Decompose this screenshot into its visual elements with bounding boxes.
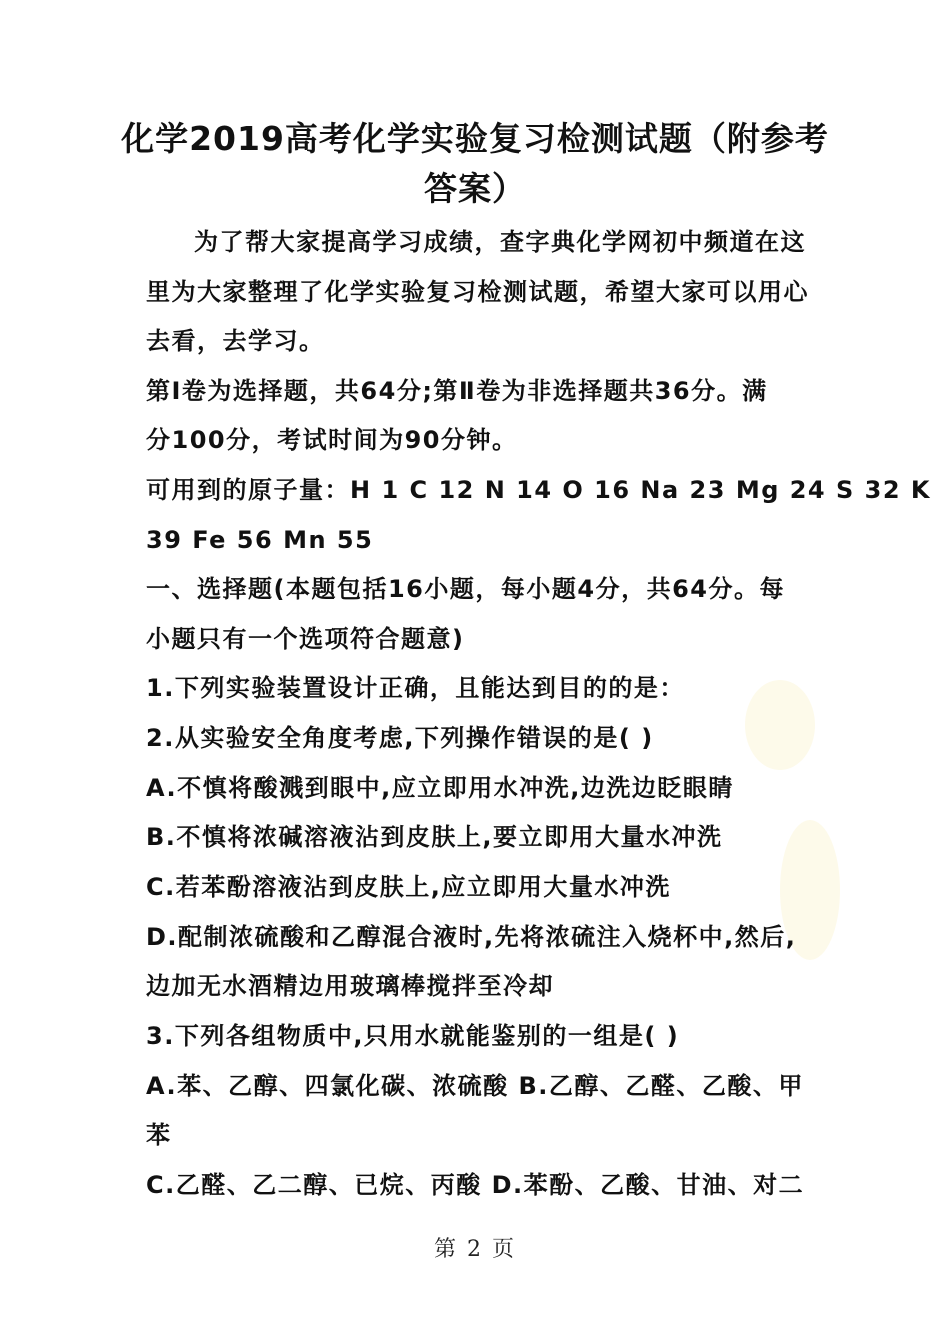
section-heading: 小题只有一个选项符合题意) [146, 625, 465, 653]
question-3-options-ab: A.苯、乙醇、四氯化碳、浓硫酸 B.乙醇、乙醛、乙酸、甲 [146, 1072, 804, 1100]
question-2-option-a: A.不慎将酸溅到眼中,应立即用水冲洗,边洗边眨眼睛 [146, 774, 734, 802]
question-3: 3.下列各组物质中,只用水就能鉴别的一组是( ) [146, 1022, 680, 1050]
document-title-line-1: 化学2019高考化学实验复习检测试题（附参考 [121, 119, 829, 158]
paper-stain [745, 680, 815, 770]
intro-paragraph-line: 为了帮大家提高学习成绩，查字典化学网初中频道在这 [194, 228, 806, 256]
question-3-options-cd: C.乙醛、乙二醇、已烷、丙酸 D.苯酚、乙酸、甘油、对二 [146, 1171, 805, 1199]
exam-info-line: 第Ⅰ卷为选择题，共64分;第Ⅱ卷为非选择题共36分。满 [146, 377, 768, 405]
intro-paragraph-line: 里为大家整理了化学实验复习检测试题，希望大家可以用心 [146, 278, 809, 306]
atomic-mass-line: 39 Fe 56 Mn 55 [146, 526, 374, 554]
question-2-option-d: D.配制浓硫酸和乙醇混合液时,先将浓硫注入烧杯中,然后, [146, 923, 797, 951]
document-title-line-2: 答案） [424, 169, 526, 208]
question-2: 2.从实验安全角度考虑,下列操作错误的是( ) [146, 724, 654, 752]
page-number: 第 2 页 [434, 1237, 516, 1262]
section-heading: 一、选择题(本题包括16小题，每小题4分，共64分。每 [146, 575, 785, 603]
intro-paragraph-line: 去看，去学习。 [146, 327, 325, 355]
question-1: 1.下列实验装置设计正确，且能达到目的的是： [146, 674, 685, 702]
atomic-mass-line: 可用到的原子量：H 1 C 12 N 14 O 16 Na 23 Mg 24 S 32 K [146, 476, 931, 504]
question-2-option-d-continued: 边加无水酒精边用玻璃棒搅拌至冷却 [146, 972, 554, 1000]
question-2-option-c: C.若苯酚溶液沾到皮肤上,应立即用大量水冲洗 [146, 873, 671, 901]
exam-info-line: 分100分，考试时间为90分钟。 [146, 426, 518, 454]
question-2-option-b: B.不慎将浓碱溶液沾到皮肤上,要立即用大量水冲洗 [146, 823, 723, 851]
question-3-options-ab-continued: 苯 [146, 1121, 172, 1149]
